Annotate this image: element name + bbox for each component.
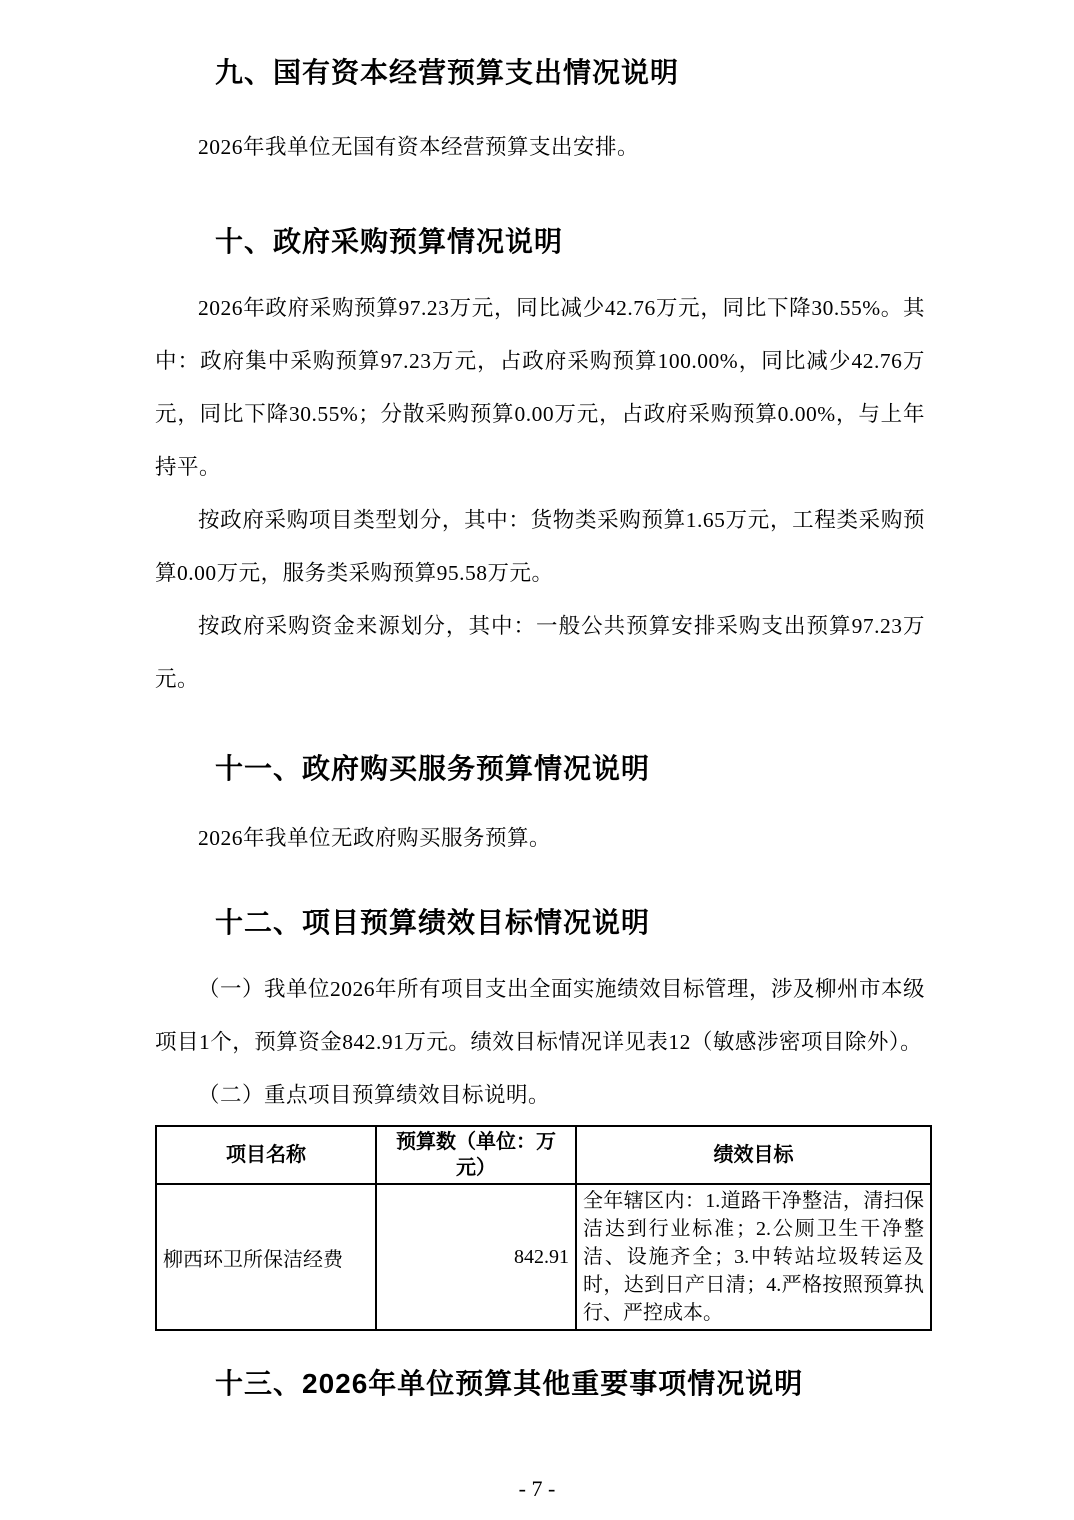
section-12-paragraph-1: （一）我单位2026年所有项目支出全面实施绩效目标管理，涉及柳州市本级项目1个，预算资金842.91万元。绩效目标情况详见表12（敏感涉密项目除外）。 (155, 977, 926, 1054)
cell-performance-target: 全年辖区内：1.道路干净整洁，清扫保洁达到行业标准；2.公厕卫生干净整洁、设施齐全；3.中转站垃圾转运及时，达到日产日清；4.严格按照预算执行、严控成本。 (576, 1184, 931, 1330)
section-10-paragraph-1: 2026年政府采购预算97.23万元，同比减少42.76万元，同比下降30.55%。其中：政府集中采购预算97.23万元，占政府采购预算100.00%，同比减少42.76万元，同比下降30.55%；分散采购预算0.00万元，占政府采购预算0.00%，与上年持平。 (155, 296, 925, 479)
section-11-paragraph: 2026年我单位无政府购买服务预算。 (198, 826, 552, 850)
cell-budget-amount: 842.91 (376, 1184, 576, 1330)
section-11-heading: 十一、政府购买服务预算情况说明 (215, 753, 651, 784)
column-header-performance-target: 绩效目标 (576, 1126, 931, 1184)
table-header-row (156, 1126, 931, 1184)
table-row (156, 1184, 931, 1330)
section-12-paragraph-2: （二）重点项目预算绩效目标说明。 (198, 1083, 551, 1107)
section-10-paragraph-3: 按政府采购资金来源划分，其中：一般公共预算安排采购支出预算97.23万元。 (155, 614, 925, 691)
section-9-paragraph: 2026年我单位无国有资本经营预算支出安排。 (198, 135, 640, 159)
column-header-budget: 预算数（单位：万元） (376, 1126, 576, 1184)
section-10-heading: 十、政府采购预算情况说明 (215, 226, 564, 257)
section-10-paragraph-2: 按政府采购项目类型划分，其中：货物类采购预算1.65万元，工程类采购预算0.00万元，服务类采购预算95.58万元。 (155, 508, 925, 585)
cell-project-name: 柳西环卫所保洁经费 (156, 1184, 376, 1330)
page-number: - 7 - (518, 1476, 556, 1501)
section-9-heading: 九、国有资本经营预算支出情况说明 (215, 57, 680, 88)
section-13-heading: 十三、2026年单位预算其他重要事项情况说明 (215, 1368, 804, 1399)
performance-target-table (155, 1125, 932, 1331)
section-12-heading: 十二、项目预算绩效目标情况说明 (215, 907, 651, 938)
column-header-project-name: 项目名称 (156, 1126, 376, 1184)
